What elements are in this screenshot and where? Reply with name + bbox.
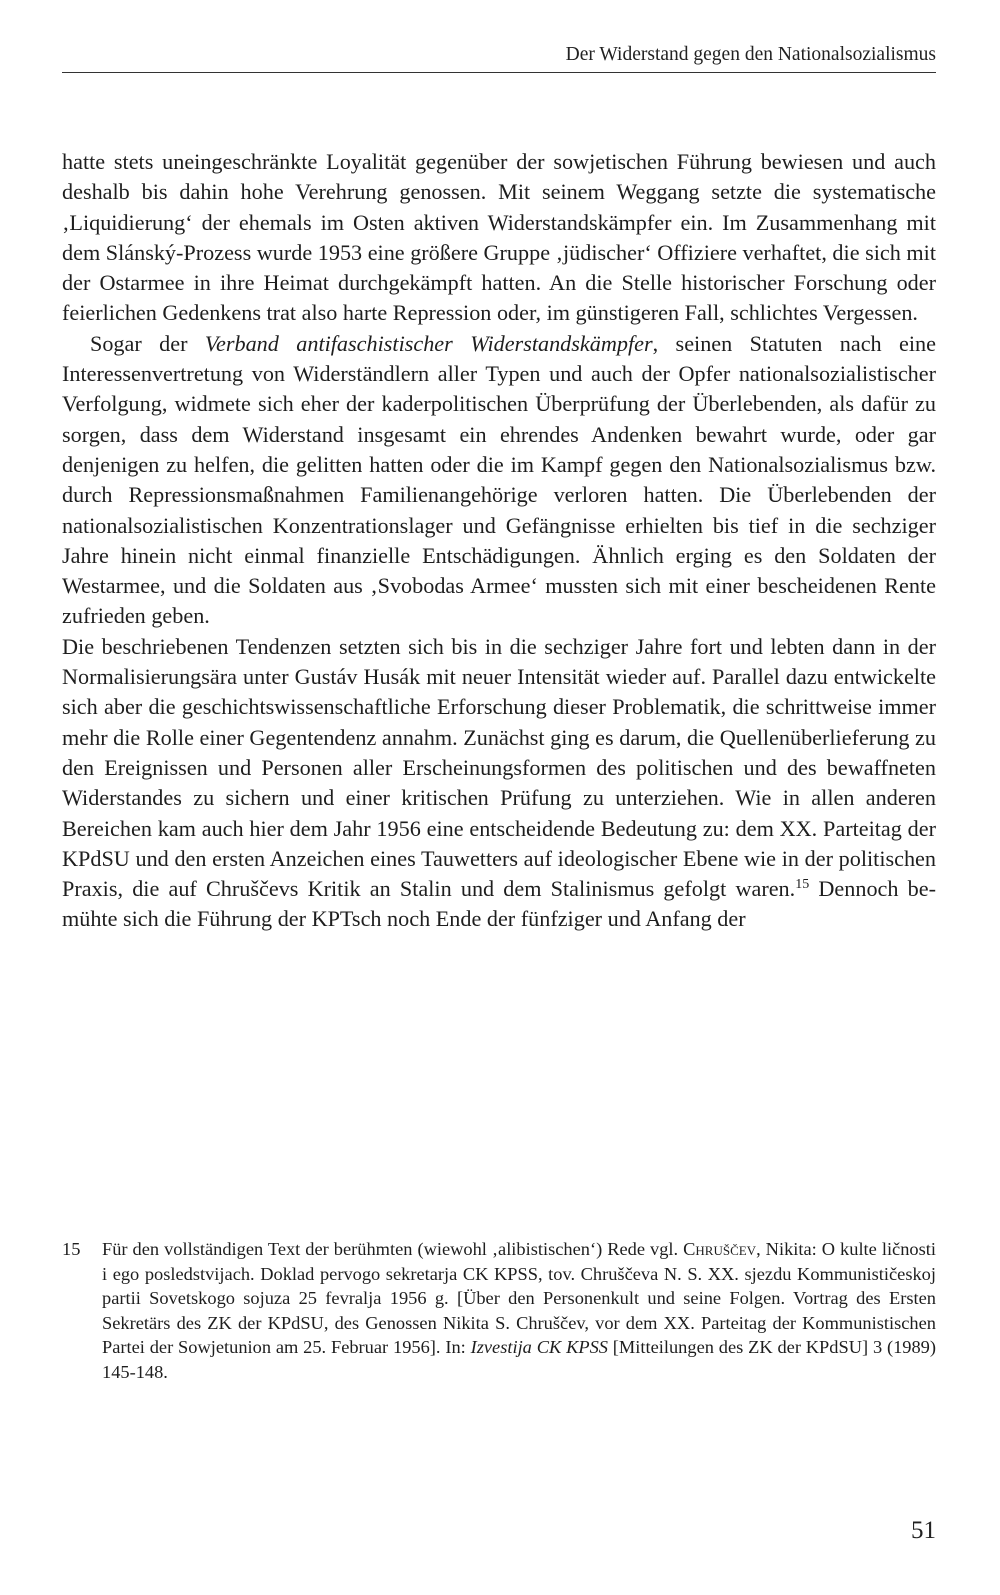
- footnote-reference[interactable]: 15: [795, 877, 810, 893]
- running-header: Der Widerstand gegen den Nationalsozialismus: [565, 44, 936, 65]
- main-text: [62, 147, 936, 935]
- paragraph-1: hatte stets uneingeschränkte Loyalität gegenüber der sowjetischen Führung bewiesen und auch deshalb bis dahin hohe Verehrung genossen. Mit seinem Weggang setzte die systematische ‚Liquidierung‘ der ehemals im Osten aktiven Widerstandskämpfer ein. Im Zusammenhang mit dem Slánský-Prozess wurde 1953 eine größere Gruppe ‚jüdischer‘ Offiziere verhaftet, die sich mit der Ostarmee in ihre Heimat durchgekämpft hatten. An die Stelle historischer Forschung oder feierlichen Gedenkens trat also harte Repression oder, im günstigeren Fall, schlichtes Vergessen.: [62, 149, 936, 326]
- paragraph-3: [62, 632, 936, 935]
- footnote-text-3: [Mitteilungen des ZK der KPdSU] 3 (1989) 145-148.: [102, 1337, 936, 1382]
- footnote-text-2: , Nikita: O kulte ličnosti i ego posledstvijach. Doklad pervogo sekretarja CK KPSS, tov. Chruščeva N. S. XX. sjezdu Kommunističeskoj partii Sovetskogo sojuza 25 fevralja 1956 g. [Über den Personenkult und seine Folgen. Vortrag des Ersten Sekretärs des ZK der KPdSU, des Genossen Nikita S. Chruščev, vor dem XX. Parteitag der Kommunistischen Partei der Sowjetunion am 25. Februar 1956]. In:: [102, 1239, 936, 1358]
- footnote-journal: Izvestija CK KPSS: [470, 1337, 608, 1358]
- footnote-number: 15: [62, 1239, 81, 1259]
- header-rule: [62, 72, 936, 73]
- organization-name: Verband antifaschistischer Widerstandskämpfer: [204, 330, 653, 356]
- page-number: 51: [911, 1517, 936, 1544]
- paragraph-2-rest: , seinen Statuten nach eine Interessenvertretung von Widerständlern aller Typen und auch der Opfer nationalsozialistischer Verfolgung, widmete sich eher der kaderpolitischen Überprüfung der Überlebenden, als dafür zu sorgen, dass dem Widerstand insgesamt ein ehrendes Andenken bewahrt wurde, oder gar denjenigen zu helfen, die gelitten hatten oder die im Kampf gegen den Nationalsozialismus bzw. durch Repressionsmaßnahmen Familienangehörige verloren hatten. Die Überlebenden der nationalsozialistischen Konzentrationslager und Gefängnisse erhielten bis tief in die sechziger Jahre hinein nicht einmal finanzielle Entschädigungen. Ähnlich erging es den Soldaten der Westarmee, und die Soldaten aus ‚Svobodas Armee‘ mussten sich mit einer bescheidenen Rente zufrieden geben.: [62, 330, 936, 629]
- footnote-author: Chruščev: [683, 1239, 757, 1259]
- paragraph-2-start: Sogar der: [90, 330, 205, 356]
- paragraph-2: [62, 329, 936, 632]
- footnote-text: [102, 1237, 936, 1385]
- paragraph-3-start: Die beschriebenen Tendenzen setzten sich bis in die sechziger Jahre fort und lebten dann in der Normalisierungsära unter Gustáv Husák mit neuer Intensität wieder auf. Parallel dazu entwickelte sich aber die geschichtswissenschaftliche Erforschung dieser Problematik, die schrittweise immer mehr die Rolle einer Gegentendenz annahm. Zunächst ging es darum, die Quellenüberlieferung zu den Ereignissen und Personen aller Erscheinungsformen des politischen und des bewaffneten Widerstandes zu sichern und einer kritischen Prüfung zu unterziehen. Wie in allen anderen Bereichen kam auch hier dem Jahr 1956 eine entscheidende Bedeutung zu: dem XX. Parteitag der KPdSU und den ersten Anzeichen eines Tauwetters auf ideologischer Ebene wie in der politischen Praxis, die auf Chruščevs Kritik an Stalin und dem Stalinismus gefolgt waren.: [62, 633, 936, 902]
- footnote-15: [62, 1237, 936, 1385]
- footnote-text-1: Für den vollständigen Text der berühmten (wiewohl ‚alibistischen‘) Rede vgl.: [102, 1239, 684, 1259]
- paragraph-3-rest: Dennoch bemühte sich die Führung der KPTsch noch Ende der fünfziger und Anfang der: [62, 876, 936, 932]
